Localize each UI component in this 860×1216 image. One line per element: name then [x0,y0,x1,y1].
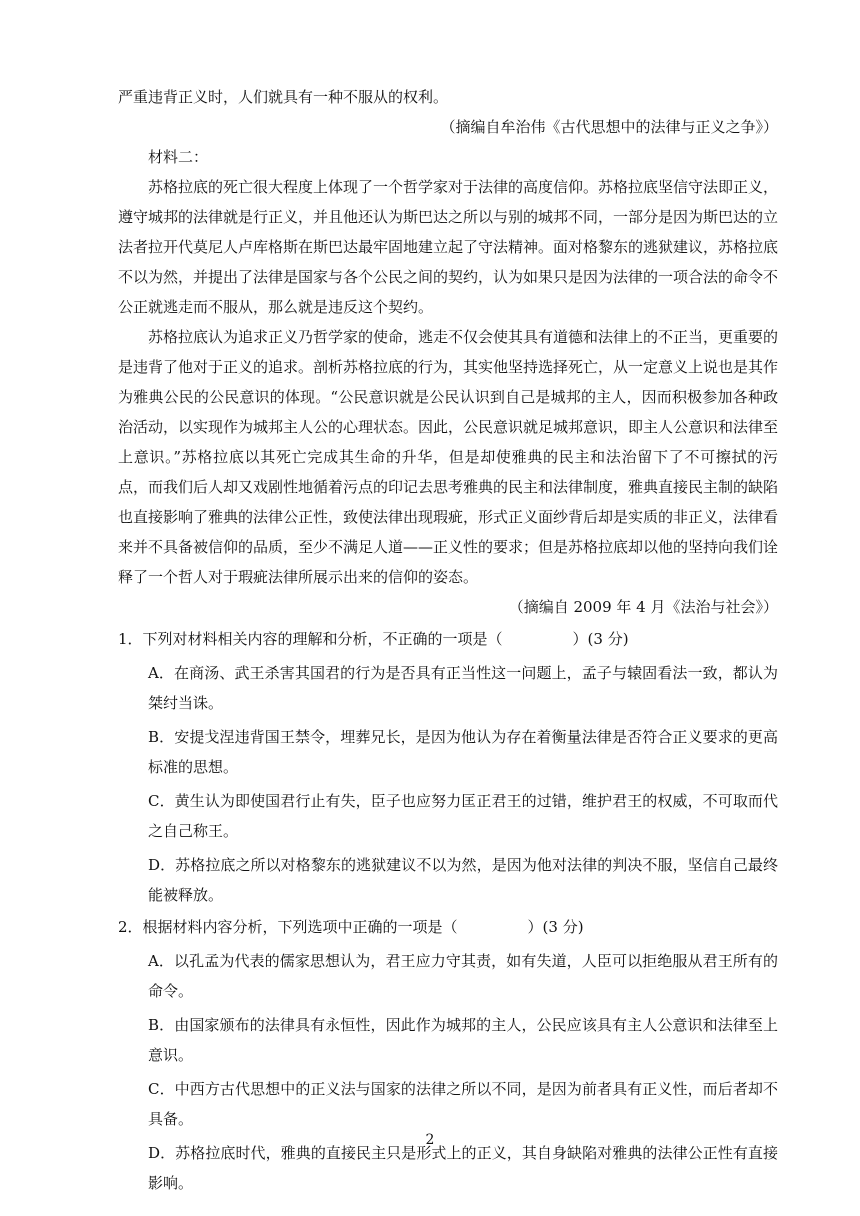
option-a: A．在商汤、武王杀害其国君的行为是否具有正当性这一问题上，孟子与辕固看法一致，都认为桀纣当诛。 [148,664,778,712]
option-b: B．安提戈涅违背国王禁令，埋葬兄长，是因为他认为存在着衡量法律是否符合正义要求的更高标准的思想。 [148,728,778,776]
option-d: D．苏格拉底时代，雅典的直接民主只是形式上的正义，其自身缺陷对雅典的法律公正性有直接影响。 [148,1144,778,1192]
material2-label: 材料二： [148,148,209,166]
option-a: A．以孔孟为代表的儒家思想认为，君王应力守其责，如有失道，人臣可以拒绝服从君王所有的命令。 [148,952,778,1000]
material1-tail: 严重违背正义时，人们就具有一种不服从的权利。 [118,88,449,106]
question-stem [118,624,778,654]
material1-source: （摘编自牟治伟《古代思想中的法律与正义之争》） [440,118,778,136]
option-d: D．苏格拉底之所以对格黎东的逃狱建议不以为然，是因为他对法律的判决不服，坚信自己最终能被释放。 [148,856,778,904]
question-stem-end: ）(3 分) [527,918,584,936]
question-2 [118,912,778,1198]
question-stem-text: 1．下列对材料相关内容的理解和分析，不正确的一项是（ [118,630,503,648]
material2-paragraph: 苏格拉底的死亡很大程度上体现了一个哲学家对于法律的高度信仰。苏格拉底坚信守法即正义，遵守城邦的法律就是行正义，并且他还认为斯巴达之所以与别的城邦不同，一部分是因为斯巴达的立法者拉开代莫尼人卢库格斯在斯巴达最牢固地建立起了守法精神。面对格黎东的逃狱建议，苏格拉底不以为然，并提出了法律是国家与各个公民之间的契约，认为如果只是因为法律的一项合法的命令不公正就逃走而不服从，那么就是违反这个契约。 [118,178,779,316]
page-number: 2 [425,1132,435,1148]
option-b: B．由国家颁布的法律具有永恒性，因此作为城邦的主人，公民应该具有主人公意识和法律至上意识。 [148,1016,778,1064]
material2-source: （摘编自 2009 年 4 月《法治与社会》） [508,598,778,616]
question-stem-text: 2．根据材料内容分析，下列选项中正确的一项是（ [118,918,458,936]
question-stem-end: ）(3 分) [572,630,629,648]
question-stem [118,912,778,942]
option-c: C．中西方古代思想中的正义法与国家的法律之所以不同，是因为前者具有正义性，而后者却不具备。 [148,1080,778,1128]
question-1 [118,624,778,910]
material2-paragraph: 苏格拉底认为追求正义乃哲学家的使命，逃走不仅会使其具有道德和法律上的不正当，更重要的是违背了他对于正义的追求。剖析苏格拉底的行为，其实他坚持选择死亡，从一定意义上说也是其作为雅典公民的公民意识的体现。“公民意识就是公民认识到自己是城邦的主人，因而积极参加各种政治活动，以实现作为城邦主人公的心理状态。因此，公民意识就足城邦意识，即主人公意识和法律至上意识。”苏格拉底以其死亡完成其生命的升华，但是却使雅典的民主和法治留下了不可擦拭的污点，而我们后人却又戏剧性地循着污点的印记去思考雅典的民主和法律制度，雅典直接民主制的缺陷也直接影响了雅典的法律公正性，致使法律出现瑕疵，形式正义面纱背后却是实质的非正义，法律看来并不具备被信仰的品质，至少不满足人道——正义性的要求；但是苏格拉底却以他的坚持向我们诠释了一个哲人对于瑕疵法律所展示出来的信仰的姿态。 [118,328,779,586]
option-c: C．黄生认为即使国君行止有失，臣子也应努力匡正君王的过错，维护君王的权威，不可取而代之自己称王。 [148,792,778,840]
page-content [118,82,778,1198]
